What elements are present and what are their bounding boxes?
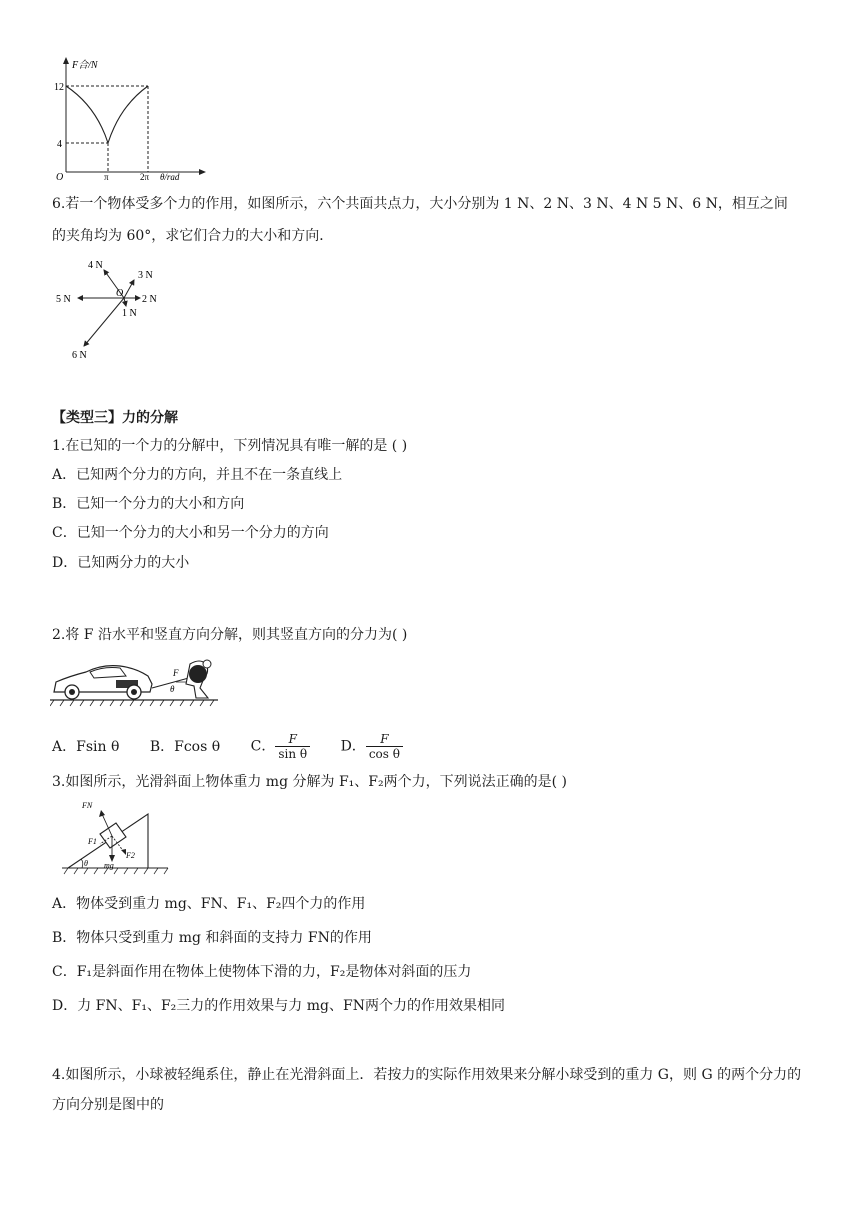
- graph-x-label: θ/rad: [160, 172, 180, 180]
- q2-option-a: A．Fsin θ: [52, 738, 120, 755]
- q2-option-d-fraction: [366, 732, 403, 761]
- q2-fig-theta-label: θ: [170, 684, 175, 694]
- q3-option-a: A．物体受到重力 mg、FN、F₁、F₂四个力的作用: [52, 896, 366, 912]
- q6-text-line1: 6.若一个物体受多个力的作用，如图所示，六个共面共点力，大小分别为 1 N、2 N、3 N、4 N 5 N、6 N，相互之间: [52, 196, 788, 212]
- force-6n-label: 6 N: [72, 350, 87, 361]
- graph-x-tick-pi: π: [104, 172, 109, 180]
- force-center-label: O: [116, 288, 124, 299]
- q3-fig-f1-label: F1: [88, 837, 97, 846]
- q3-fig-f2-label: F2: [126, 851, 135, 860]
- q2-option-c-prefix: C．: [250, 738, 276, 755]
- q2-option-d-num: F: [366, 732, 403, 747]
- q2-fig-f-label: F: [173, 668, 179, 678]
- force-3n-label: 3 N: [138, 270, 153, 281]
- force-5n-label: 5 N: [56, 294, 71, 305]
- section-title: 【类型三】力的分解: [52, 410, 178, 426]
- graph-origin: O: [56, 172, 64, 180]
- q1-option-a: A．已知两个分力的方向，并且不在一条直线上: [52, 467, 343, 483]
- q3-fig-fn-label: FN: [82, 801, 93, 810]
- force-2n-label: 2 N: [142, 294, 157, 305]
- q3-fig-theta-label: θ: [84, 859, 88, 868]
- q3-fig-mg-label: mg: [104, 861, 114, 870]
- q2-stem: 2.将 F 沿水平和竖直方向分解，则其竖直方向的分力为( ): [52, 627, 408, 643]
- q2-option-d-den: cos θ: [368, 747, 400, 761]
- graph-y-tick-4: 4: [57, 139, 62, 150]
- six-forces-diagram: [54, 254, 174, 362]
- q2-option-c: [251, 732, 310, 761]
- q1-option-c: C．已知一个分力的大小和另一个分力的方向: [52, 525, 329, 541]
- graph-y-label: F合/N: [72, 60, 98, 71]
- q3-option-d: D．力 FN、F₁、F₂三力的作用效果与力 mg、FN两个力的作用效果相同: [52, 998, 505, 1014]
- q3-option-c: C．F₁是斜面作用在物体上使物体下滑的力，F₂是物体对斜面的压力: [52, 964, 472, 980]
- q1-stem: 1.在已知的一个力的分解中，下列情况具有唯一解的是 ( ): [52, 438, 408, 454]
- q2-option-d-prefix: D．: [340, 738, 366, 755]
- graph-y-tick-12: 12: [54, 82, 64, 93]
- q2-option-c-fraction: [275, 732, 310, 761]
- q2-option-c-den: sin θ: [278, 747, 308, 761]
- q2-option-b: B．Fcos θ: [149, 738, 221, 755]
- q6-text-line2: 的夹角均为 60°，求它们合力的大小和方向．: [52, 228, 334, 244]
- q1-option-b: B．已知一个分力的大小和方向: [52, 496, 245, 512]
- graph-x-tick-2pi: 2π: [140, 172, 150, 180]
- resultant-force-graph: [52, 54, 212, 180]
- q2-option-c-num: F: [275, 732, 310, 747]
- incline-block-figure: [60, 796, 180, 876]
- q2-options-row: [52, 732, 429, 761]
- q3-option-b: B．物体只受到重力 mg 和斜面的支持力 FN的作用: [52, 930, 372, 946]
- q3-stem: 3.如图所示，光滑斜面上物体重力 mg 分解为 F₁、F₂两个力，下列说法正确的是( ): [52, 774, 567, 790]
- q2-option-d: [341, 732, 403, 761]
- force-1n-label: 1 N: [122, 308, 137, 319]
- q1-option-d: D．已知两分力的大小: [52, 555, 190, 571]
- force-4n-label: 4 N: [88, 260, 103, 271]
- q4-text: 4.如图所示，小球被轻绳系住，静止在光滑斜面上．若按力的实际作用效果来分解小球受到的重力 G，则 G 的两个分力的方向分别是图中的: [52, 1067, 802, 1113]
- car-towing-figure: [50, 654, 220, 708]
